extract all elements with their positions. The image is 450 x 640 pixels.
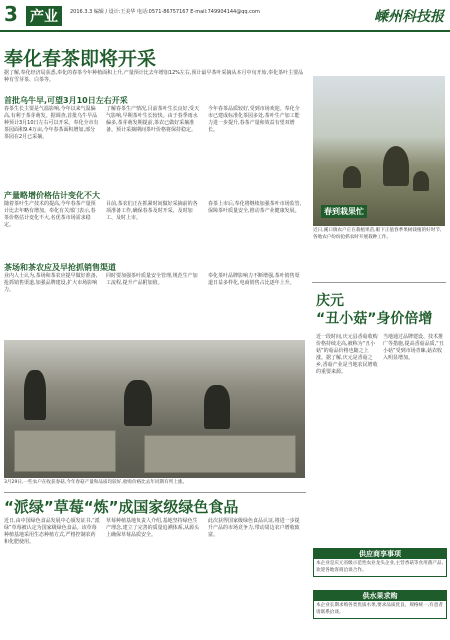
photo-crate xyxy=(14,430,116,472)
ad-box-title: 供应商享事项 xyxy=(314,549,446,559)
photo-caption-1: 近日,溪口镇农户正在栽植果苗,眼下正值春季果树栽植的好时节,各地农户纷纷抢抓农时开展栽种工作。 xyxy=(313,228,442,240)
subheading-1: 首批乌牛早,可望3月10日左右开采 xyxy=(4,96,128,105)
photo-label: 春到栽果忙 xyxy=(321,205,367,218)
column-7: 业内人士认为,茶场和茶农应提早做好准备,抢抓销售渠道,加强品牌建设,扩大市场影响力。 xyxy=(4,273,98,293)
subheading-2: 产量略增价格估计变化不大 xyxy=(4,191,100,200)
photo-crate xyxy=(144,435,296,473)
headline-main: “丑小菇”身价倍增 xyxy=(316,311,433,327)
ad-box-supply xyxy=(313,548,447,577)
photo-figure xyxy=(124,380,152,426)
photo-figure xyxy=(413,171,429,191)
section-title: 产业 xyxy=(26,6,62,26)
photo-planting xyxy=(313,76,445,226)
page-header xyxy=(0,0,450,32)
column-11: 当地通过品牌建设、技术推广等措施,提高香菇品质,“丑小菇”受到市场青睐,菇农收入明显增加。 xyxy=(383,334,444,361)
header-meta: 2016.3.3 编辑 / 设计:王美华 电话:0571-86757167 E-mail:749904144@qq.com xyxy=(70,9,260,15)
page-number: 3 xyxy=(4,2,18,26)
headline-kicker: 庆元 xyxy=(316,293,344,309)
photo-figure xyxy=(343,166,361,188)
column-4: 随着茶叶生产技术的提高,今年春茶产量预计比去年略有增加。奉化有关部门表示,春茶价格估计变化不大,名优茶市场需求稳定。 xyxy=(4,201,96,228)
photo-figure xyxy=(383,146,409,186)
column-12: 近日,由中国绿色食品发展中心颁发证书,“派绿”草莓被认定为国家级绿色食品。该草莓种植基地采用生态种植方式,严格控制农药和化肥使用。 xyxy=(4,518,100,545)
photo-mushroom-harvest xyxy=(4,340,305,478)
article-headline-qingyuan xyxy=(316,292,432,328)
column-3: 今年春茶品质较好,受到市场欢迎。奉化全市已建成标准化茶园多处,茶叶生产加工能力进一步提升,春茶产量和效益有望双增长。 xyxy=(208,106,300,133)
ad-box-body: 本企业是庆元省级示范性农业龙头企业,主营香菇等食用菌产品,欢迎各地客商洽谈合作。 xyxy=(316,561,443,573)
ad-box-demand xyxy=(313,590,447,619)
divider xyxy=(312,282,446,283)
masthead: 嵊州科技报 xyxy=(374,9,444,25)
column-14: 此次获得国家级绿色食品认证,将进一步提升产品的市场竞争力,带动周边农户增收致富。 xyxy=(208,518,300,538)
photo-figure xyxy=(204,385,230,429)
subheading-3: 茶场和茶农应及早抢抓销售渠道 xyxy=(4,263,116,272)
photo-figure xyxy=(24,370,46,420)
article-headline-strawberry: “派绿”草莓“炼”成国家级绿色食品 xyxy=(4,498,239,516)
main-headline: 奉化春茶即将开采 xyxy=(4,48,157,70)
column-6: 春茶上市后,奉化将继续加强茶叶市场监管,保障茶叶质量安全,推动茶产业健康发展。 xyxy=(208,201,302,214)
photo-caption-2: 3月29日,一些农户在收获春菇,今年春菇产量和品质均较好,收购价格比去年同期有所上涨。 xyxy=(4,480,188,485)
column-9: 奉化茶叶品牌影响力不断增强,茶叶销售渠道日益多样化,电商销售占比逐年上升。 xyxy=(208,273,300,286)
ad-box-title: 供水果求购 xyxy=(314,591,446,601)
column-8: 同时要加强茶叶质量安全管理,规范生产加工流程,提升产品附加值。 xyxy=(106,273,198,286)
ad-box-body: 本企业长期求购各类优质水果,要求品质优良、规格统一,有意者请联系洽谈。 xyxy=(316,603,443,615)
column-10: 近一段时间,庆元县香菇收购价格持续走高,被称为“丑小菇”的菇品价格也随之上涨。据了解,庆元是香菇之乡,香菇产业是当地农民增收的重要来源。 xyxy=(316,334,378,375)
divider xyxy=(4,492,306,493)
column-5: 目前,茶农们正在抓紧时间做好采摘前的各项准备工作,确保春茶及时开采、及时加工、及时上市。 xyxy=(106,201,198,221)
lead-paragraph: 据了解,奉化经济局获悉,奉化的春茶今年种植面积上升,产量预计比去年增加12%左右,预计最早茶叶采摘从本月中旬开始,奉化茶叶主要品种有雪芽茶、白茶等。 xyxy=(4,70,304,83)
column-1: 春茶生长主要是气温影响,今年以来气温偏高,有利于茶芽萌发。据调查,首批乌牛早品种预计3月10日左右可以开采。奉化全市有茶园面积9.4万亩,今年春茶面积增加,部分茶园在2月已采摘。 xyxy=(4,106,99,140)
column-13: 草莓种植基地负责人介绍,基地坚持绿色生产理念,建立了完善的质量追溯体系,从源头上确保草莓品质安全。 xyxy=(106,518,200,538)
column-2: 了解春茶生产情况,目前茶叶生长良好,受天气影响,早期茶叶生长较快。由于春季雨水偏多,茶芽萌发期提前,茶农已做好采摘准备。预计采摘期间茶叶价格将保持稳定。 xyxy=(106,106,200,133)
